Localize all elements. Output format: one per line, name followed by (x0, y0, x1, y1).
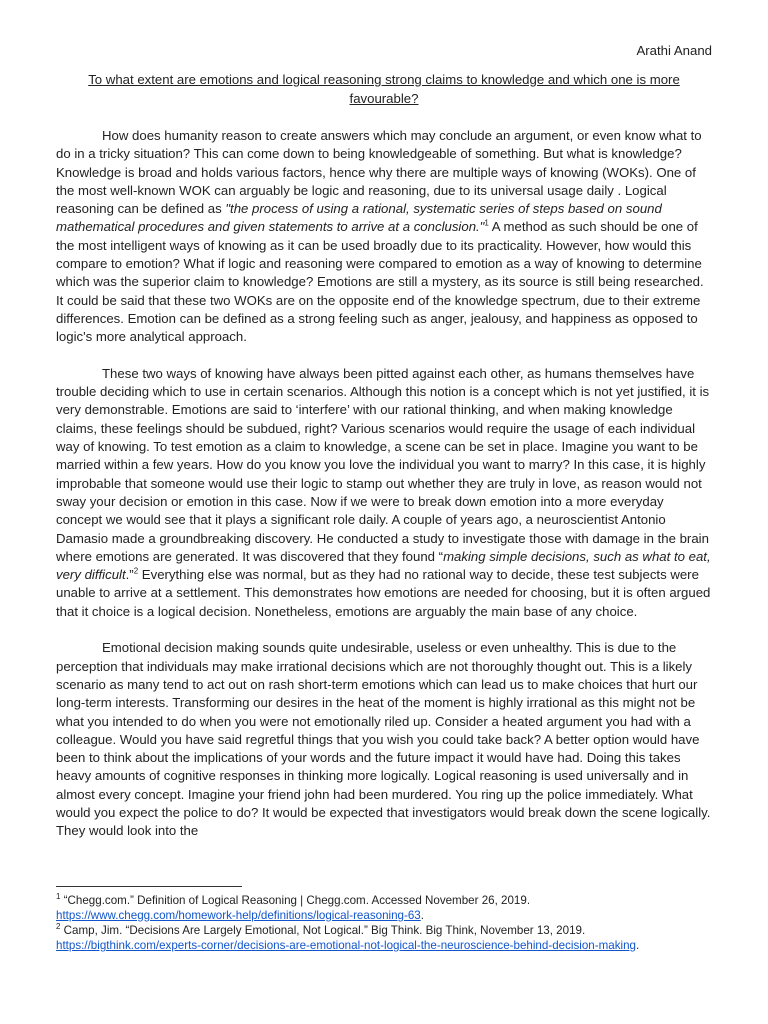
paragraph-3: Emotional decision making sounds quite undesirable, useless or even unhealthy. This is due to the perception that individuals may make irrational decisions which are not thoroughly thought out. This is a likely scenario as many tend to act out on rash short-term emotions which can lead us to make choices that hurt our long-term interests. Transforming our desires in the heat of the moment is highly irrational as this might not be what you intended to do when you were not emotionally riled up. Consider a heated argument you had with a colleague. Would you have said regretful things that you wish you could take back? A better option would have been to think about the implications of your words and the future impact it would have had. Doing this takes heavy amounts of cognitive responses in thinking more logically. Logical reasoning is used universally and in almost every concept. Imagine your friend john had been murdered. You ring up the police immediately. What would you expect the police to do? It would be expected that investigators would break down the scene logically. They would look into the (56, 640, 711, 839)
footnotes (56, 893, 736, 953)
footnote-1 (56, 893, 736, 923)
footnote-link[interactable]: https://www.chegg.com/homework-help/definitions/logical-reasoning-63 (56, 909, 421, 922)
footnote-number: 2 (56, 922, 61, 932)
paragraph-1-text-b: A method as such should be one of the most intelligent ways of knowing as it can be used broadly due to its practicality. However, how would this compare to emotion? What if logic and reasoning were compared to emotion as a way of knowing to determine which was the superior claim to knowledge? Emotions are still a mystery, as its source is still being researched. It could be said that these two WOKs are on the opposite end of the knowledge spectrum, due to their extreme differences. Emotion can be defined as a strong feeling such as anger, jealousy, and happiness as opposed to logic's more analytical approach. (56, 219, 704, 345)
footnote-2 (56, 923, 736, 953)
paragraph-1-quote: "the process of using a rational, systematic series of steps based on sound mathematical procedures and given statements to arrive at a conclusion." (56, 201, 662, 235)
paragraph-2-text-b: Everything else was normal, but as they had no rational way to decide, these test subjects were unable to arrive at a settlement. This demonstrates how emotions are needed for choosing, but it is often argued that it choice is a logical decision. Nonetheless, emotions are arguably the main base of any choice. (56, 567, 711, 619)
paragraph-2-quote-close: .” (125, 567, 134, 583)
paragraph-1 (56, 127, 712, 347)
footnote-ref-2[interactable]: 2 (133, 566, 139, 576)
footnote-number: 1 (56, 892, 61, 902)
footnote-ref-1[interactable]: 1 (484, 219, 489, 229)
paragraph-2-quote: making simple decisions, such as what to eat, very difficult (56, 548, 711, 583)
essay-title: To what extent are emotions and logical reasoning strong claims to knowledge and which one is more favourable? (88, 72, 680, 106)
author-name: Arathi Anand (636, 43, 712, 58)
essay-body (56, 127, 712, 841)
paragraph-1-text-a: How does humanity reason to create answers which may conclude an argument, or even know what to do in a tricky situation? This can come down to being knowledgeable of something. But what is knowledge? Knowledge is broad and holds various factors, hence why there are multiple ways of knowing (WOKs). One of the most well-known WOK can arguably be logic and reasoning, due to its universal usage daily . Logical reasoning can be defined as (56, 128, 702, 217)
footnote-period: . (635, 939, 640, 952)
footnote-citation: Camp, Jim. “Decisions Are Largely Emotional, Not Logical.” Big Think. Big Think, November 13, 2019. (60, 924, 586, 937)
footnote-divider (56, 886, 242, 887)
footnote-period: . (420, 909, 424, 922)
paragraph-2 (56, 365, 712, 621)
footnote-citation: “Chegg.com.” Definition of Logical Reasoning | Chegg.com. Accessed November 26, 2019. (60, 894, 531, 907)
paragraph-2-text-a: These two ways of knowing have always been pitted against each other, as humans themselves have trouble deciding which to use in certain scenarios. Although this notion is a concept which is not yet justified, it is very demonstrable. Emotions are said to ‘interfere’ with our rational thinking, and when making knowledge claims, these feelings should be subdued, right? Various scenarios would require the usage of each individual way of knowing. To test emotion as a claim to knowledge, a scene can be set in place. Imagine you want to be married within a few years. How do you know you love the individual you want to marry? In this case, it is highly improbable that someone would use their logic to stamp out whether they are truly in love, as reason would not sway your decision or emotion in this case. Now if we were to break down emotion into a more everyday concept we would see that it plays a significant role daily. A couple of years ago, a neuroscientist Antonio Damasio made a groundbreaking discovery. He conducted a study to investigate those with damage in the brain where emotions are generated. It was discovered that they found “ (56, 365, 710, 564)
footnote-link[interactable]: https://bigthink.com/experts-corner/decisions-are-emotional-not-logical-the-neuroscience-behind-decision-making (56, 939, 636, 952)
